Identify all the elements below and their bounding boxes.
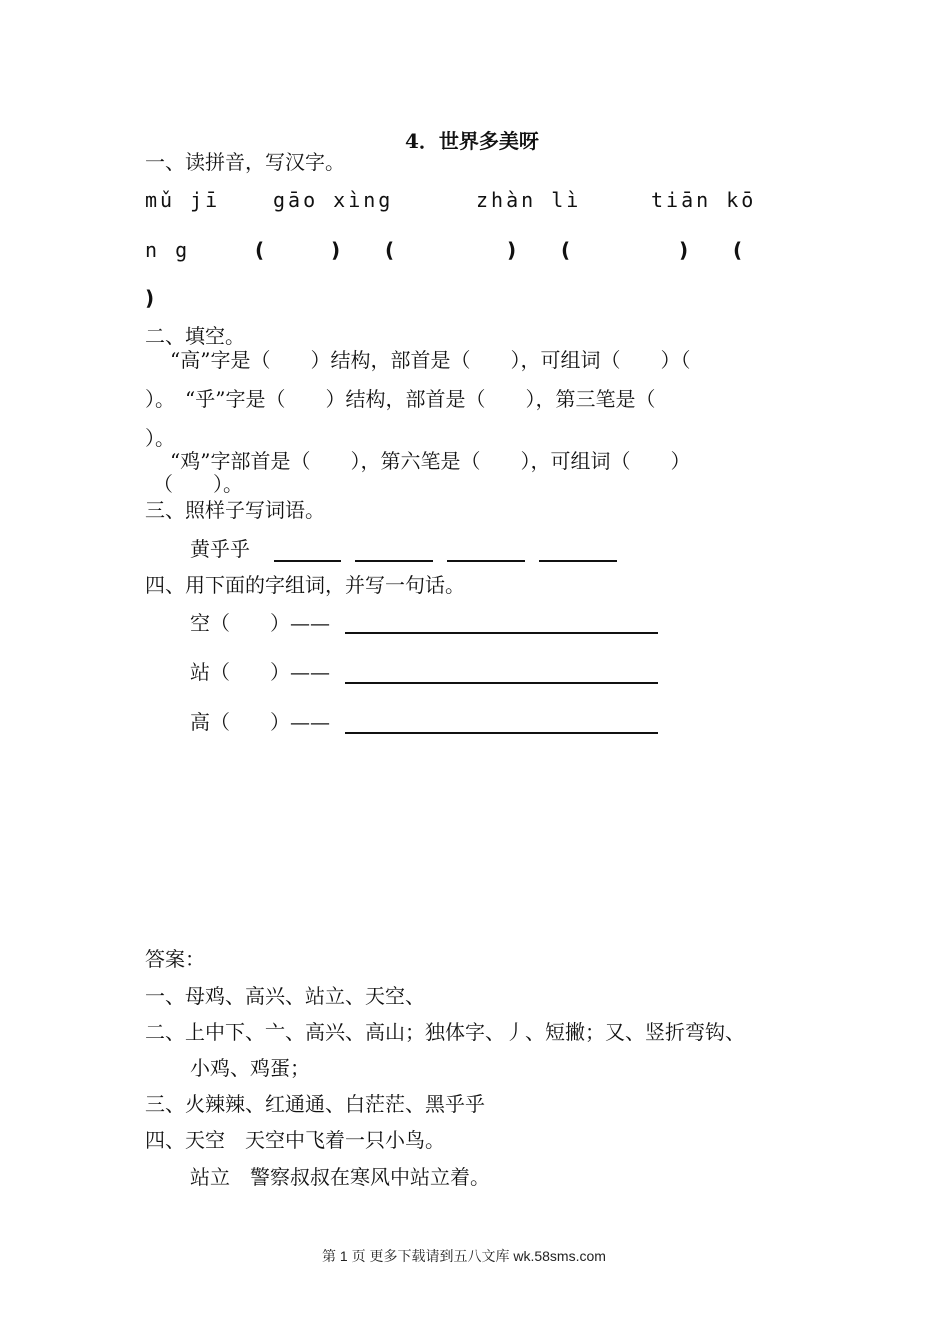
section3-heading: 三、照样子写词语。 — [145, 498, 325, 522]
answer-line-3[interactable] — [447, 560, 525, 562]
page-footer: 第 1 页 更多下载请到五八文库 wk.58sms.com — [322, 1248, 606, 1264]
section4-item-kong: 空（ ）—— — [190, 611, 330, 635]
pinyin-zhanli: zhàn lì — [476, 188, 582, 212]
answer-line-f: 站立 警察叔叔在寒风中站立着。 — [190, 1165, 490, 1189]
section4-item-zhan: 站（ ）—— — [190, 660, 330, 684]
blank-3-close: ) — [679, 238, 689, 262]
sentence-line-3[interactable] — [345, 732, 658, 734]
page-title: 4．世界多美呀 — [405, 129, 539, 153]
blank-4-open: ( — [733, 238, 743, 262]
answer-line-2[interactable] — [355, 560, 433, 562]
section2-line-4: “鸡”字部首是（ ），第六笔是（ ），可组词（ ） — [170, 449, 691, 473]
blank-2-open: ( — [385, 238, 395, 262]
pinyin-tiankong: tiān kō — [651, 188, 757, 212]
sentence-line-2[interactable] — [345, 682, 658, 684]
answer-line-e: 四、天空 天空中飞着一只小鸟。 — [145, 1128, 445, 1152]
answer-line-b: 二、上中下、亠、高兴、高山；独体字、丿、短撇；又、竖折弯钩、 — [145, 1020, 745, 1044]
sentence-line-1[interactable] — [345, 632, 658, 634]
section2-heading: 二、填空。 — [145, 324, 245, 348]
section4-heading: 四、用下面的字组词，并写一句话。 — [145, 573, 465, 597]
blank-4-close: ) — [145, 286, 155, 310]
section2-line-5: （ ）。 — [153, 472, 243, 496]
section3-example: 黄乎乎 — [190, 537, 250, 561]
section2-line-3: ）。 — [145, 426, 175, 450]
answer-line-1[interactable] — [274, 560, 341, 562]
blank-1-open: ( — [255, 238, 265, 262]
blank-2-close: ) — [507, 238, 517, 262]
pinyin-muji: mǔ jī — [145, 188, 221, 212]
answer-line-4[interactable] — [539, 560, 617, 562]
section1-heading: 一、读拼音，写汉字。 — [145, 150, 345, 174]
pinyin-gaoxing: gāo xìng — [273, 188, 394, 212]
section2-line-2: ）。 “乎”字是（ ）结构，部首是（ ），第三笔是（ — [145, 387, 656, 411]
section4-item-gao: 高（ ）—— — [190, 710, 330, 734]
pinyin-tiankong-cont: n g — [145, 238, 191, 262]
answer-line-d: 三、火辣辣、红通通、白茫茫、黑乎乎 — [145, 1092, 485, 1116]
answer-line-c: 小鸡、鸡蛋； — [190, 1056, 310, 1080]
blank-1-close: ) — [331, 238, 341, 262]
section2-line-1: “高”字是（ ）结构，部首是（ ），可组词（ ）（ — [170, 348, 691, 372]
answers-heading: 答案： — [145, 947, 205, 971]
blank-3-open: ( — [561, 238, 571, 262]
answer-line-a: 一、母鸡、高兴、站立、天空、 — [145, 984, 425, 1008]
